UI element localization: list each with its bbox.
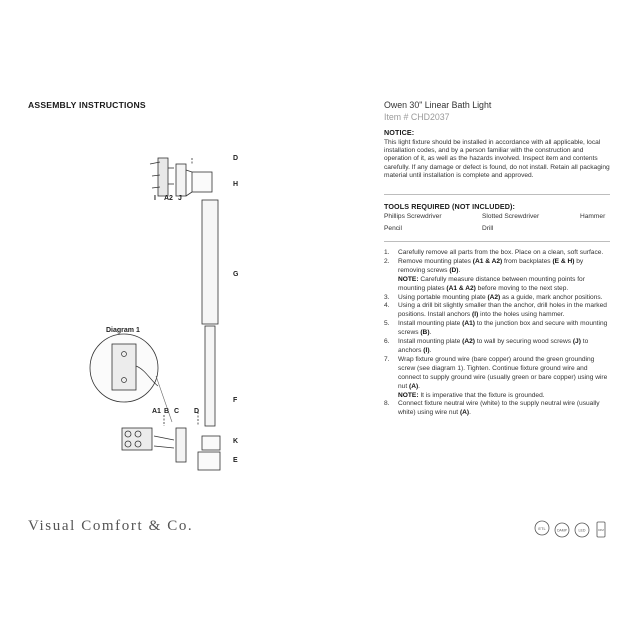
step-number: 2. [384,257,390,265]
label-f: F [233,397,238,404]
step-text: Install mounting plate [398,338,463,346]
tool-item: Phillips Screwdriver [384,213,442,220]
step-number: 1. [384,249,390,256]
step-number: 3. [384,293,390,301]
step-text: . [418,382,420,390]
step-text: from backplates [502,257,553,265]
product-name: Owen 30" Linear Bath Light [384,100,492,110]
label-d-top: D [233,155,239,162]
step-item [384,294,610,303]
step-number: 6. [384,338,390,346]
step-text: to wall by securing wood screws [474,338,573,346]
step-text: Using a drill bit slightly smaller than the anchor, drill holes in the marked positions. Install anchors [398,302,607,319]
step-item [384,400,610,418]
step-text: Using portable mounting plate [398,293,488,301]
step-text: by removing screws [398,257,584,274]
light-rod-upper [202,200,218,324]
step-text: Wrap fixture ground wire (bare copper) around the green grounding screw (see diagram 1). Tighten. Continue fixture ground wire and connect to supply ground wire (usually green or bare copper) using wire nut [398,355,608,390]
brand-logo: Visual Comfort & Co. [28,518,194,534]
svg-text:DAMP: DAMP [557,528,567,533]
step-text: to anchors [398,338,589,354]
step-text: Carefully remove all parts from the box. Place on a clean, soft surface. [398,249,604,256]
step-text: Remove mounting plates [398,257,473,265]
label-d-bottom: D [194,408,200,415]
step-text: before moving to the next step. [475,284,569,292]
svg-text:DIM: DIM [598,528,604,532]
step-reference: (A1) [462,320,475,328]
svg-text:LED: LED [578,528,586,533]
step-reference: (A1 & A2) [446,284,476,292]
step-item [384,249,610,258]
diagram-1-title: Diagram 1 [106,327,140,334]
step-reference: (J) [572,338,581,346]
tools-heading: TOOLS REQUIRED (NOT INCLUDED): [384,202,516,211]
label-c: C [174,408,180,415]
step-reference: NOTE: [398,275,419,283]
step-text: . [429,346,432,354]
step-reference: NOTE: [398,391,419,399]
step-item [384,338,610,356]
tool-item: Slotted Screwdriver [482,213,540,220]
label-h: H [233,181,239,188]
step-list [384,249,610,418]
tool-item: Pencil [384,225,402,232]
step-reference: (A) [409,382,419,390]
step-text: as a guide, mark anchor positions. [500,293,603,301]
step-number: 4. [384,302,390,310]
tool-item: Drill [482,225,494,232]
step-reference: (B) [420,329,430,337]
step-text: into the holes using hammer. [478,311,565,319]
label-j: J [178,195,182,202]
label-g: G [233,271,239,278]
item-number: Item # CHD2037 [384,112,450,122]
section-title: ASSEMBLY INSTRUCTIONS [28,100,146,110]
step-reference: (I) [423,346,430,354]
step-text: It is imperative that the fixture is grounded. [418,391,545,399]
notice-heading: NOTICE: [384,128,415,137]
step-reference: (A) [459,409,470,417]
step-text: Carefully measure distance between mounting points for mounting plates [398,275,585,292]
divider [384,194,610,195]
label-a2: A2 [164,195,173,202]
step-text: to the junction box and secure with mounting screws [398,320,608,337]
light-rod-lower [205,326,215,426]
label-b: B [164,408,170,415]
label-i: I [154,195,156,202]
step-item [384,356,610,401]
step-reference: (I) [472,311,479,319]
step-reference: (A2) [462,338,475,346]
step-text: . [429,329,432,337]
step-text: Connect fixture neutral wire (white) to the supply neutral wire (usually white) using wire nut [398,400,600,417]
step-item [384,302,610,320]
certification-icons [533,518,609,542]
divider [384,241,610,242]
step-reference: (E & H) [552,257,575,265]
assembly-diagram [80,140,280,490]
step-text: . [458,266,461,274]
dimmable-icon [597,522,605,537]
notice-text: This light fixture should be installed in accordance with all applicable, local installation codes, and by a person familiar with the construction and operation of it, as well as the hazards involved. Inspect item and contents carefully. If any damage or defect is found, do not install. Retain all packaging material until installation is complete and approved. [384,139,610,179]
svg-text:ETL: ETL [538,526,546,531]
led-icon [575,523,589,537]
step-reference: (A1 & A2) [472,257,503,265]
step-item [384,320,610,338]
step-reference: (A2) [487,293,501,301]
step-text: Install mounting plate [398,320,463,328]
step-item [384,258,610,294]
step-number: 5. [384,320,390,328]
label-e: E [233,457,238,464]
etl-listed-icon [535,521,549,535]
step-number: 8. [384,400,390,408]
top-mounting-assembly [150,158,212,196]
step-reference: (D) [449,266,459,274]
damp-location-icon [555,523,569,537]
step-text: . [469,409,471,417]
label-k: K [233,438,239,445]
step-number: 7. [384,355,390,363]
label-a1: A1 [152,408,161,415]
tool-item: Hammer [580,213,606,220]
